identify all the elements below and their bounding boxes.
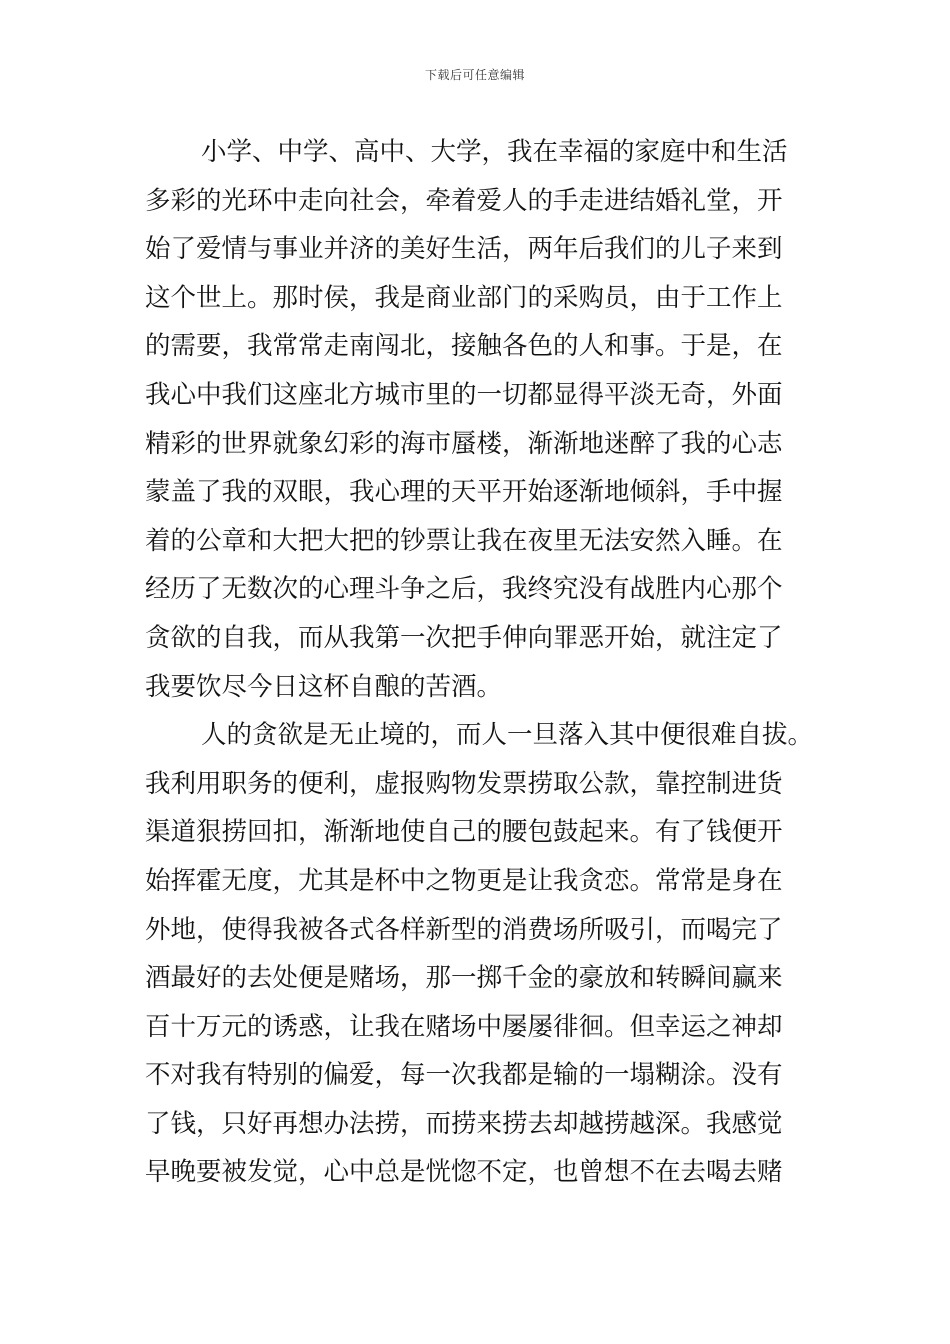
- paragraph-1-line-12: 我要饮尽今日这杯自酿的苦酒。: [145, 671, 503, 702]
- paragraph-1-line-10: 经历了无数次的心理斗争之后，我终究没有战胜内心那个: [145, 574, 783, 605]
- paragraph-2-line-8: 不对我有特别的偏爱，每一次我都是输的一塌糊涂。没有: [145, 1060, 783, 1091]
- paragraph-1-line-8: 蒙盖了我的双眼，我心理的天平开始逐渐地倾斜，手中握: [145, 477, 783, 508]
- paragraph-2-line-4: 始挥霍无度，尤其是杯中之物更是让我贪恋。常常是身在: [145, 865, 783, 896]
- paragraph-1-line-9: 着的公章和大把大把的钞票让我在夜里无法安然入睡。在: [145, 525, 783, 556]
- paragraph-1-line-1: 小学、中学、高中、大学，我在幸福的家庭中和生活: [201, 137, 788, 167]
- paragraph-2-line-1: 人的贪欲是无止境的，而人一旦落入其中便很难自拔。: [201, 720, 814, 751]
- paragraph-2-line-5: 外地，使得我被各式各样新型的消费场所吸引，而喝完了: [145, 914, 783, 945]
- paragraph-2-line-6: 酒最好的去处便是赌场，那一掷千金的豪放和转瞬间赢来: [145, 963, 783, 994]
- page-header: 下载后可任意编辑: [424, 68, 525, 82]
- paragraph-2-line-10: 早晚要被发觉，心中总是恍惚不定，也曾想不在去喝去赌: [145, 1157, 783, 1188]
- paragraph-2-line-9: 了钱，只好再想办法捞，而捞来捞去却越捞越深。我感觉: [145, 1108, 783, 1139]
- paragraph-1-line-5: 的需要，我常常走南闯北，接触各色的人和事。于是，在: [145, 331, 783, 362]
- paragraph-1-line-4: 这个世上。那时侯，我是商业部门的采购员，由于工作上: [145, 282, 783, 313]
- paragraph-1-line-3: 始了爱情与事业并济的美好生活，两年后我们的儿子来到: [145, 234, 783, 265]
- paragraph-2-line-2: 我利用职务的便利，虚报购物发票捞取公款，靠控制进货: [145, 768, 783, 799]
- paragraph-1-line-7: 精彩的世界就象幻彩的海市蜃楼，渐渐地迷醉了我的心志: [145, 428, 783, 459]
- paragraph-1-line-11: 贪欲的自我，而从我第一次把手伸向罪恶开始，就注定了: [145, 622, 783, 653]
- paragraph-2-line-7: 百十万元的诱惑，让我在赌场中屡屡徘徊。但幸运之神却: [145, 1011, 783, 1042]
- document-body: [145, 128, 814, 1197]
- paragraph-2-line-3: 渠道狠捞回扣，渐渐地使自己的腰包鼓起来。有了钱便开: [145, 817, 783, 848]
- paragraph-1-line-6: 我心中我们这座北方城市里的一切都显得平淡无奇，外面: [145, 379, 783, 410]
- paragraph-1-line-2: 多彩的光环中走向社会，牵着爱人的手走进结婚礼堂，开: [145, 185, 783, 216]
